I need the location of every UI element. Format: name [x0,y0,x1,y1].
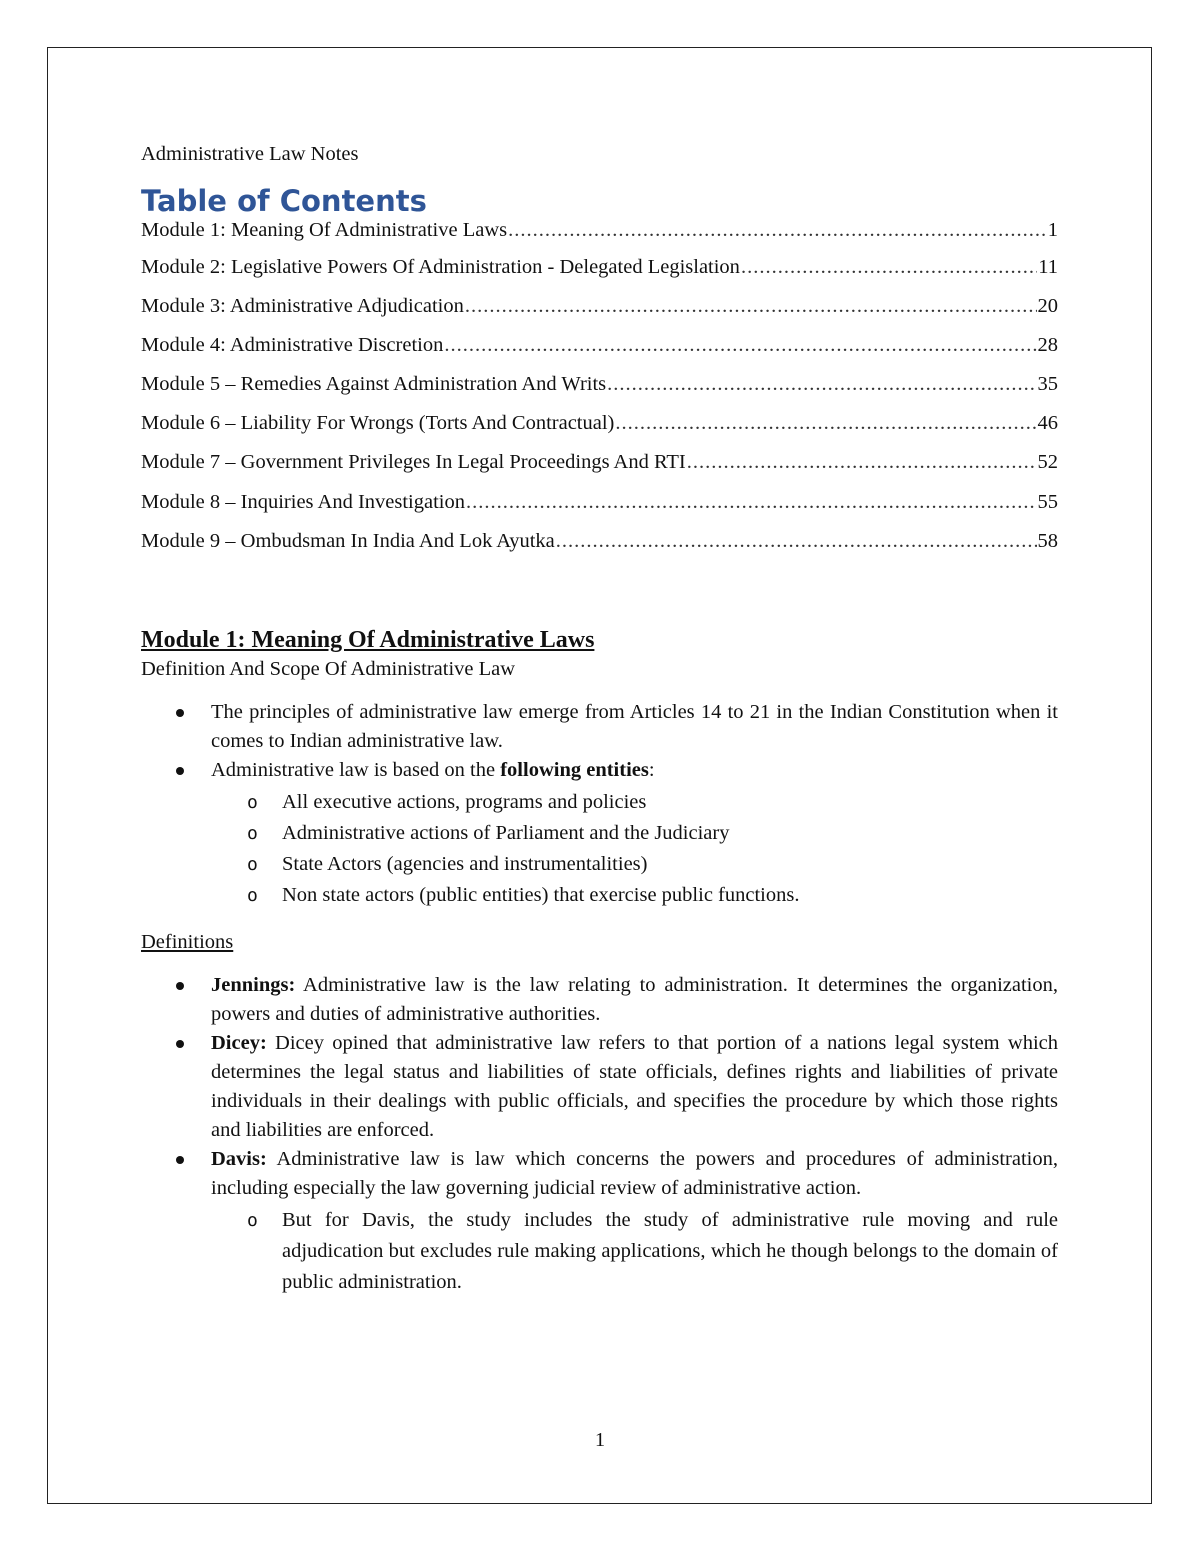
toc-entry-label: Module 9 – Ombudsman In India And Lok Ayutka [141,529,555,552]
toc-entry-module-6[interactable] [141,409,1058,448]
toc-dot-leader [687,448,1037,477]
toc-dot-leader [466,488,1037,517]
list-item: o State Actors (agencies and instrumentalities) [211,849,1058,880]
toc-entry-page: 35 [1037,373,1058,396]
definition-text: Administrative law is the law relating to administration. It determines the organization, powers and duties of administrative authorities. [211,973,1058,1025]
davis-sub-list [211,1205,1058,1298]
entities-sub-list [211,787,1058,911]
toc-dot-leader [444,331,1036,360]
toc-entry-page: 20 [1037,295,1058,318]
toc-entry-label: Module 6 – Liability For Wrongs (Torts And Contractual) [141,412,615,435]
toc-dot-leader [741,253,1037,282]
toc-entry-label: Module 8 – Inquiries And Investigation [141,490,465,513]
module-1-subheading: Definition And Scope Of Administrative Law [141,657,516,680]
list-item: o But for Davis, the study includes the study of administrative rule moving and rule adjudication but excludes rule making applications, which he though belongs to the domain of public administration. [211,1205,1058,1298]
toc-entry-page: 55 [1037,490,1058,513]
toc-entry-module-5[interactable] [141,370,1058,409]
toc-dot-leader [465,292,1037,321]
toc-entry-module-2[interactable] [141,253,1058,292]
toc-entry-page: 58 [1037,529,1058,552]
toc-entry-module-4[interactable] [141,331,1058,370]
definition-text: Administrative law is law which concerns the powers and procedures of administration, including especially the law governing judicial review of administrative action. [211,1147,1058,1199]
list-item: o Non state actors (public entities) that exercise public functions. [211,880,1058,911]
toc-entry-label: Module 5 – Remedies Against Administration And Writs [141,373,607,396]
document-title: Administrative Law Notes [141,143,359,165]
list-item: o Administrative actions of Parliament and the Judiciary [211,818,1058,849]
toc-dot-leader [607,370,1036,399]
definitions-list [141,971,1058,1298]
toc-entry-module-9[interactable] [141,527,1058,566]
toc-entry-page: 1 [1047,219,1058,241]
toc-dot-leader [556,527,1037,556]
definition-term: Davis: [211,1147,267,1170]
toc-entry-module-8[interactable] [141,488,1058,527]
toc-entry-label: Module 7 – Government Privileges In Legal Proceedings And RTI [141,451,686,474]
toc-entry-module-3[interactable] [141,292,1058,331]
toc-entry-label: Module 1: Meaning Of Administrative Laws [141,219,508,241]
definition-dicey [141,1029,1058,1145]
toc-entry-label: Module 3: Administrative Adjudication [141,295,464,318]
definition-text: Dicey opined that administrative law refers to that portion of a nations legal system which determines the legal status and liabilities of state officials, defines rights and liabilities of private individuals in their dealings with public officials, and specifies the procedure by which those rights and liabilities are enforced. [211,1031,1058,1141]
scope-bullet-list [141,698,1058,911]
toc-entry-page: 28 [1037,334,1058,357]
toc-list [141,216,1058,566]
list-item [141,756,1058,911]
entities-intro-suffix: : [648,758,655,781]
toc-dot-leader [615,409,1036,438]
scope-articles-text: The principles of administrative law emerge from Articles 14 to 21 in the Indian Constitution when it comes to Indian administrative law. [211,700,1058,752]
toc-entry-label: Module 2: Legislative Powers Of Administration - Delegated Legislation [141,256,740,278]
definition-jennings [141,971,1058,1029]
page-number: 1 [594,1429,606,1451]
toc-heading: Table of Contents [141,184,427,218]
toc-entry-page: 46 [1037,412,1058,435]
toc-entry-label: Module 4: Administrative Discretion [141,334,444,357]
module-1-heading: Module 1: Meaning Of Administrative Laws [141,626,595,653]
toc-entry-page: 52 [1037,451,1058,474]
definitions-heading: Definitions [141,930,234,953]
definition-davis [141,1145,1058,1298]
entities-intro-text: Administrative law is based on the [211,758,501,781]
list-item: o All executive actions, programs and policies [211,787,1058,818]
toc-entry-module-7[interactable] [141,448,1058,487]
toc-dot-leader [508,216,1047,245]
toc-entry-module-1[interactable] [141,216,1058,253]
definition-term: Jennings: [211,973,296,996]
definition-term: Dicey: [211,1031,267,1054]
toc-entry-page: 11 [1038,256,1058,278]
document-body [141,140,1058,1298]
list-item [141,698,1058,756]
entities-intro-bold: following entities [500,758,649,781]
